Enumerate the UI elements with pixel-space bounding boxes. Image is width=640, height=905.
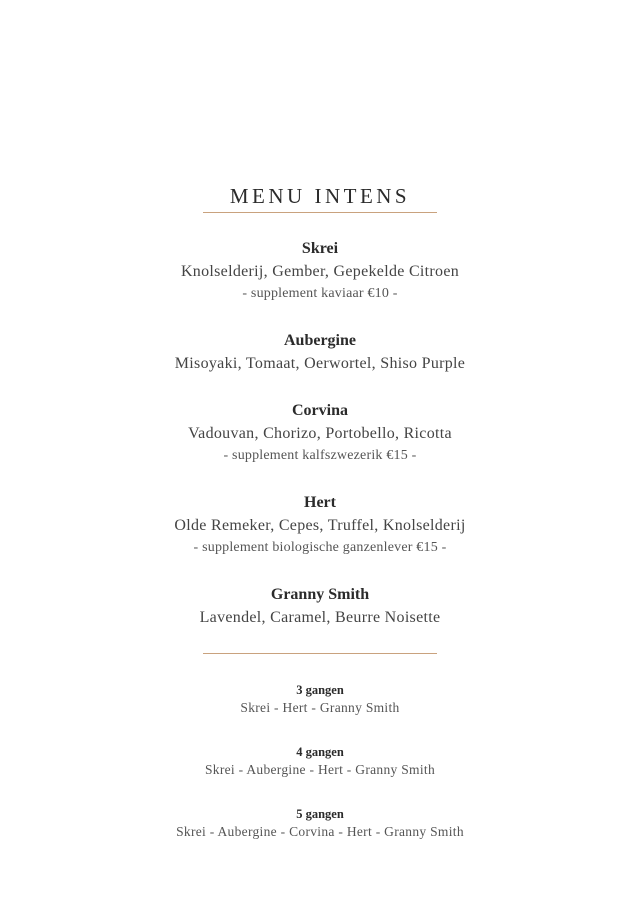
course-items: Skrei - Hert - Granny Smith [240,700,400,715]
course-items: Skrei - Aubergine - Corvina - Hert - Granny Smith [176,824,464,839]
dish-ingredients: Knolselderij, Gember, Gepekelde Citroen [180,263,460,280]
dish-ingredients: Vadouvan, Chorizo, Portobello, Ricotta [188,425,452,442]
dish-name: Skrei [301,240,339,257]
dish-ingredients: Misoyaki, Tomaat, Oerwortel, Shiso Purple [174,355,466,372]
course-3 [0,681,640,717]
dish-ingredients: Olde Remeker, Cepes, Truffel, Knolselderij [174,517,466,534]
dish-name: Aubergine [284,332,356,349]
menu-title: MENU INTENS [229,184,411,208]
dish-ingredients: Lavendel, Caramel, Beurre Noisette [199,609,441,626]
dish-hert [0,492,640,559]
top-divider [203,212,437,213]
dish-name: Hert [304,494,336,511]
course-4 [0,743,640,779]
course-items: Skrei - Aubergine - Hert - Granny Smith [204,762,436,777]
course-name: 3 gangen [296,683,344,697]
dish-aubergine [0,330,640,375]
dish-supplement: - supplement biologische ganzenlever €15 - [193,540,447,555]
course-5 [0,805,640,841]
dish-name: Granny Smith [270,586,370,603]
dish-supplement: - supplement kalfszwezerik €15 - [223,448,417,463]
course-name: 5 gangen [296,807,344,821]
dish-supplement: - supplement kaviaar €10 - [242,286,398,301]
dish-corvina [0,400,640,467]
dish-granny-smith [0,584,640,629]
dish-name: Corvina [292,402,348,419]
course-name: 4 gangen [296,745,344,759]
dish-skrei [0,238,640,305]
bottom-divider [203,653,437,654]
